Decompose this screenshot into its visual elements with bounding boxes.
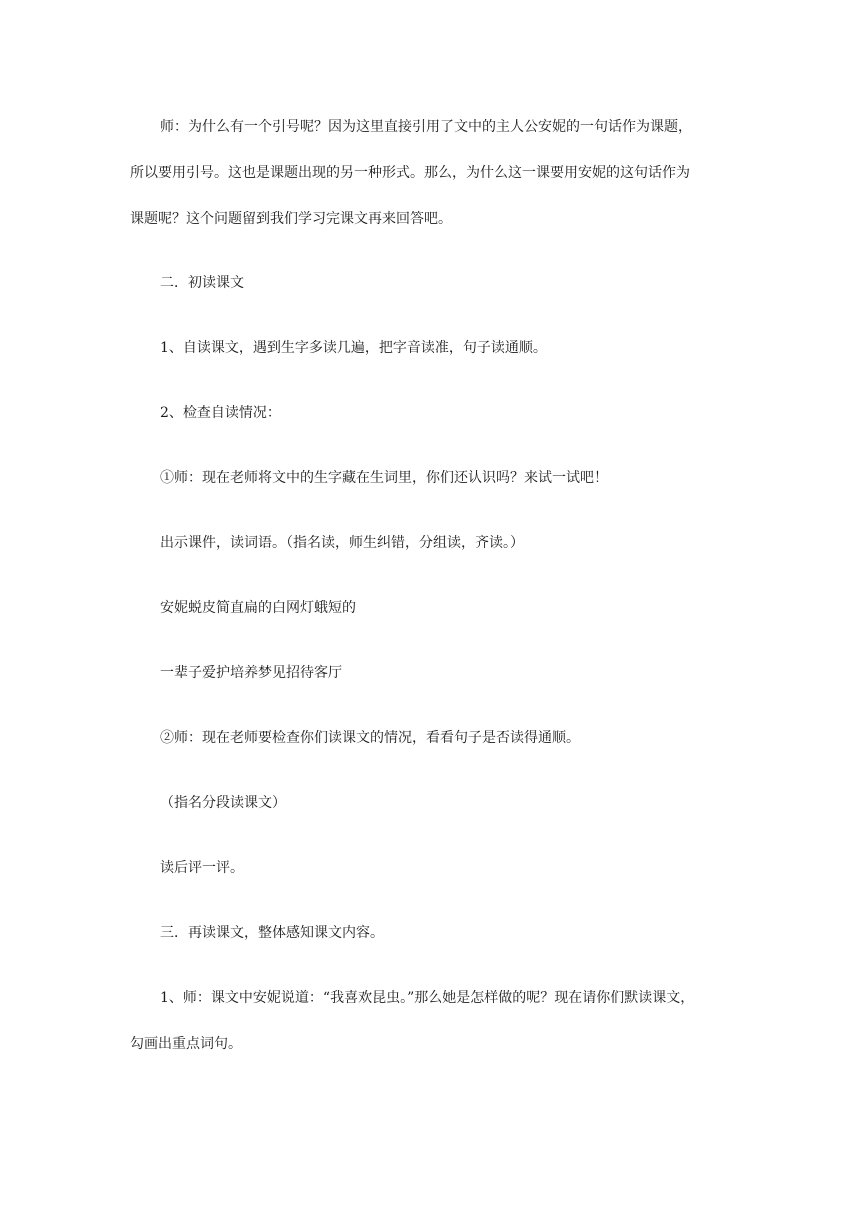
section-heading-3: 三．再读课文，整体感知课文内容。: [160, 925, 384, 941]
paragraph-line-2: 所以要用引号。这也是课题出现的另一种形式。那么，为什么这一课要用安妮的这句话作为: [130, 165, 690, 181]
list-item-2: 2、检查自读情况：: [160, 405, 281, 421]
paragraph-teacher-2: ②师：现在老师要检查你们读课文的情况，看看句子是否读得通顺。: [160, 730, 580, 746]
vocabulary-line-2: 一辈子爱护培养梦见招待客厅: [160, 665, 342, 681]
paragraph-note: （指名分段读课文）: [160, 795, 286, 811]
paragraph-line-1: 师：为什么有一个引号呢？因为这里直接引用了文中的主人公安妮的一句话作为课题，: [160, 119, 692, 135]
paragraph-teacher-1: ①师：现在老师将文中的生字藏在生词里，你们还认识吗？来试一试吧！: [160, 470, 608, 486]
list-item-1: 1、自读课文，遇到生字多读几遍，把字音读准，句子读通顺。: [160, 340, 547, 356]
paragraph-review: 读后评一评。: [160, 860, 244, 876]
paragraph-line-3: 课题呢？这个问题留到我们学习完课文再来回答吧。: [130, 211, 452, 227]
paragraph-question-1: 1、师：课文中安妮说道：“我喜欢昆虫。”那么她是怎样做的呢？现在请你们默读课文，: [160, 990, 695, 1006]
paragraph-courseware: 出示课件，读词语。（指名读，师生纠错，分组读，齐读。）: [160, 535, 524, 551]
vocabulary-line-1: 安妮蜕皮简直扁的白网灯蛾短的: [160, 600, 356, 616]
paragraph-question-2: 勾画出重点词句。: [130, 1036, 242, 1052]
section-heading-2: 二．初读课文: [160, 275, 244, 291]
